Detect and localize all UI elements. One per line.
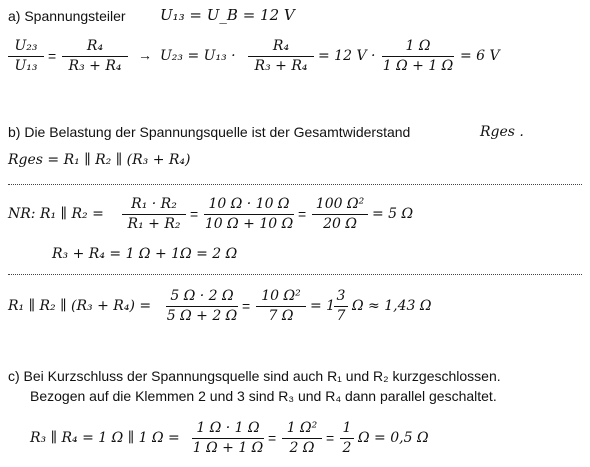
total-fraction-1 xyxy=(166,288,238,325)
equals-sign: = xyxy=(298,206,307,222)
part-b-text: b) Die Belastung der Spannungsquelle ist der Gesamtwiderstand xyxy=(8,124,411,140)
total-lhs: R₁ ∥ R₂ ∥ (R₃ + R₄) = xyxy=(8,298,152,314)
part-a-result: = 6 V xyxy=(460,48,500,64)
rges-equation: Rges = R₁ ∥ R₂ ∥ (R₃ + R₄) xyxy=(8,152,191,168)
fraction-denominator: 5 Ω + 2 Ω xyxy=(166,308,238,324)
part-c-fraction-2 xyxy=(282,420,322,457)
fraction-denominator: 2 xyxy=(342,440,352,456)
divider-dotted xyxy=(8,184,582,185)
ratio-fraction xyxy=(8,38,44,75)
nr-fraction-2 xyxy=(204,196,294,233)
mixed-number-whole: = 1 xyxy=(310,298,336,314)
fraction-numerator: 1 Ω² xyxy=(286,420,318,436)
part-c-lhs: R₃ ∥ R₄ = 1 Ω ∥ 1 Ω = xyxy=(30,430,180,446)
resistor-ratio-fraction xyxy=(62,38,128,75)
fraction-denominator: 1 Ω + 1 Ω xyxy=(192,440,264,456)
equals-sign: = xyxy=(268,430,277,446)
arrow-icon: → xyxy=(138,47,152,63)
ratio-denominator: U₁₃ xyxy=(14,58,38,74)
fraction-numerator: 1 xyxy=(342,420,352,436)
fraction-numerator: R₁ · R₂ xyxy=(131,196,177,212)
fraction-numerator: 3 xyxy=(336,288,346,304)
divider-dotted xyxy=(8,274,582,275)
part-a-voltage-equation: U₁₃ = U_B = 12 V xyxy=(160,6,295,24)
voltage-factor: = 12 V · xyxy=(318,48,376,64)
fraction-denominator: 7 xyxy=(336,308,346,324)
nr-fraction-3 xyxy=(312,196,368,233)
part-c-fraction-3 xyxy=(340,420,354,457)
r34-equation: R₃ + R₄ = 1 Ω + 1Ω = 2 Ω xyxy=(52,246,238,262)
resistor-ratio-fraction-2 xyxy=(248,38,314,75)
rges-symbol: Rges . xyxy=(480,124,524,140)
equals-sign: = xyxy=(326,430,335,446)
fraction-denominator: 2 Ω xyxy=(289,440,315,456)
fraction-numerator: 1 Ω · 1 Ω xyxy=(196,420,260,436)
equals-sign: = xyxy=(48,48,57,64)
fraction-numerator: 10 Ω · 10 Ω xyxy=(208,196,290,212)
nr-lhs: NR: R₁ ∥ R₂ = xyxy=(8,206,104,222)
part-c-line-2: Bezogen auf die Klemmen 2 und 3 sind R₃ und R₄ dann parallel geschaltet. xyxy=(30,388,497,404)
mixed-number-fraction xyxy=(334,288,348,325)
total-result: Ω ≈ 1,43 Ω xyxy=(352,298,432,314)
part-c-result: Ω = 0,5 Ω xyxy=(358,430,429,446)
fraction-denominator: 7 Ω xyxy=(268,308,294,324)
fraction-denominator: R₁ + R₂ xyxy=(127,216,181,232)
fraction-numerator: 1 Ω xyxy=(405,38,431,54)
ohm-fraction xyxy=(382,38,454,75)
u23-lhs: U₂₃ = U₁₃ · xyxy=(160,48,236,64)
part-c-fraction-1 xyxy=(192,420,264,457)
nr-result: = 5 Ω xyxy=(372,206,414,222)
fraction-numerator: 5 Ω · 2 Ω xyxy=(170,288,234,304)
fraction-denominator: 20 Ω xyxy=(323,216,357,232)
fraction-numerator: R₄ xyxy=(272,38,290,54)
fraction-denominator: 10 Ω + 10 Ω xyxy=(204,216,294,232)
fraction-denominator: 1 Ω + 1 Ω xyxy=(382,58,454,74)
fraction-denominator: R₃ + R₄ xyxy=(68,58,122,74)
fraction-numerator: R₄ xyxy=(86,38,104,54)
fraction-numerator: 100 Ω² xyxy=(315,196,365,212)
part-a-heading: a) Spannungsteiler xyxy=(8,8,126,24)
equals-sign: = xyxy=(190,206,199,222)
nr-fraction-1 xyxy=(122,196,186,233)
total-fraction-2 xyxy=(256,288,306,325)
fraction-denominator: R₃ + R₄ xyxy=(254,58,308,74)
fraction-numerator: 10 Ω² xyxy=(261,288,301,304)
equals-sign: = xyxy=(242,298,251,314)
part-c-line-1: c) Bei Kurzschluss der Spannungsquelle sind auch R₁ und R₂ kurzgeschlossen. xyxy=(8,368,501,384)
ratio-numerator: U₂₃ xyxy=(14,38,38,54)
